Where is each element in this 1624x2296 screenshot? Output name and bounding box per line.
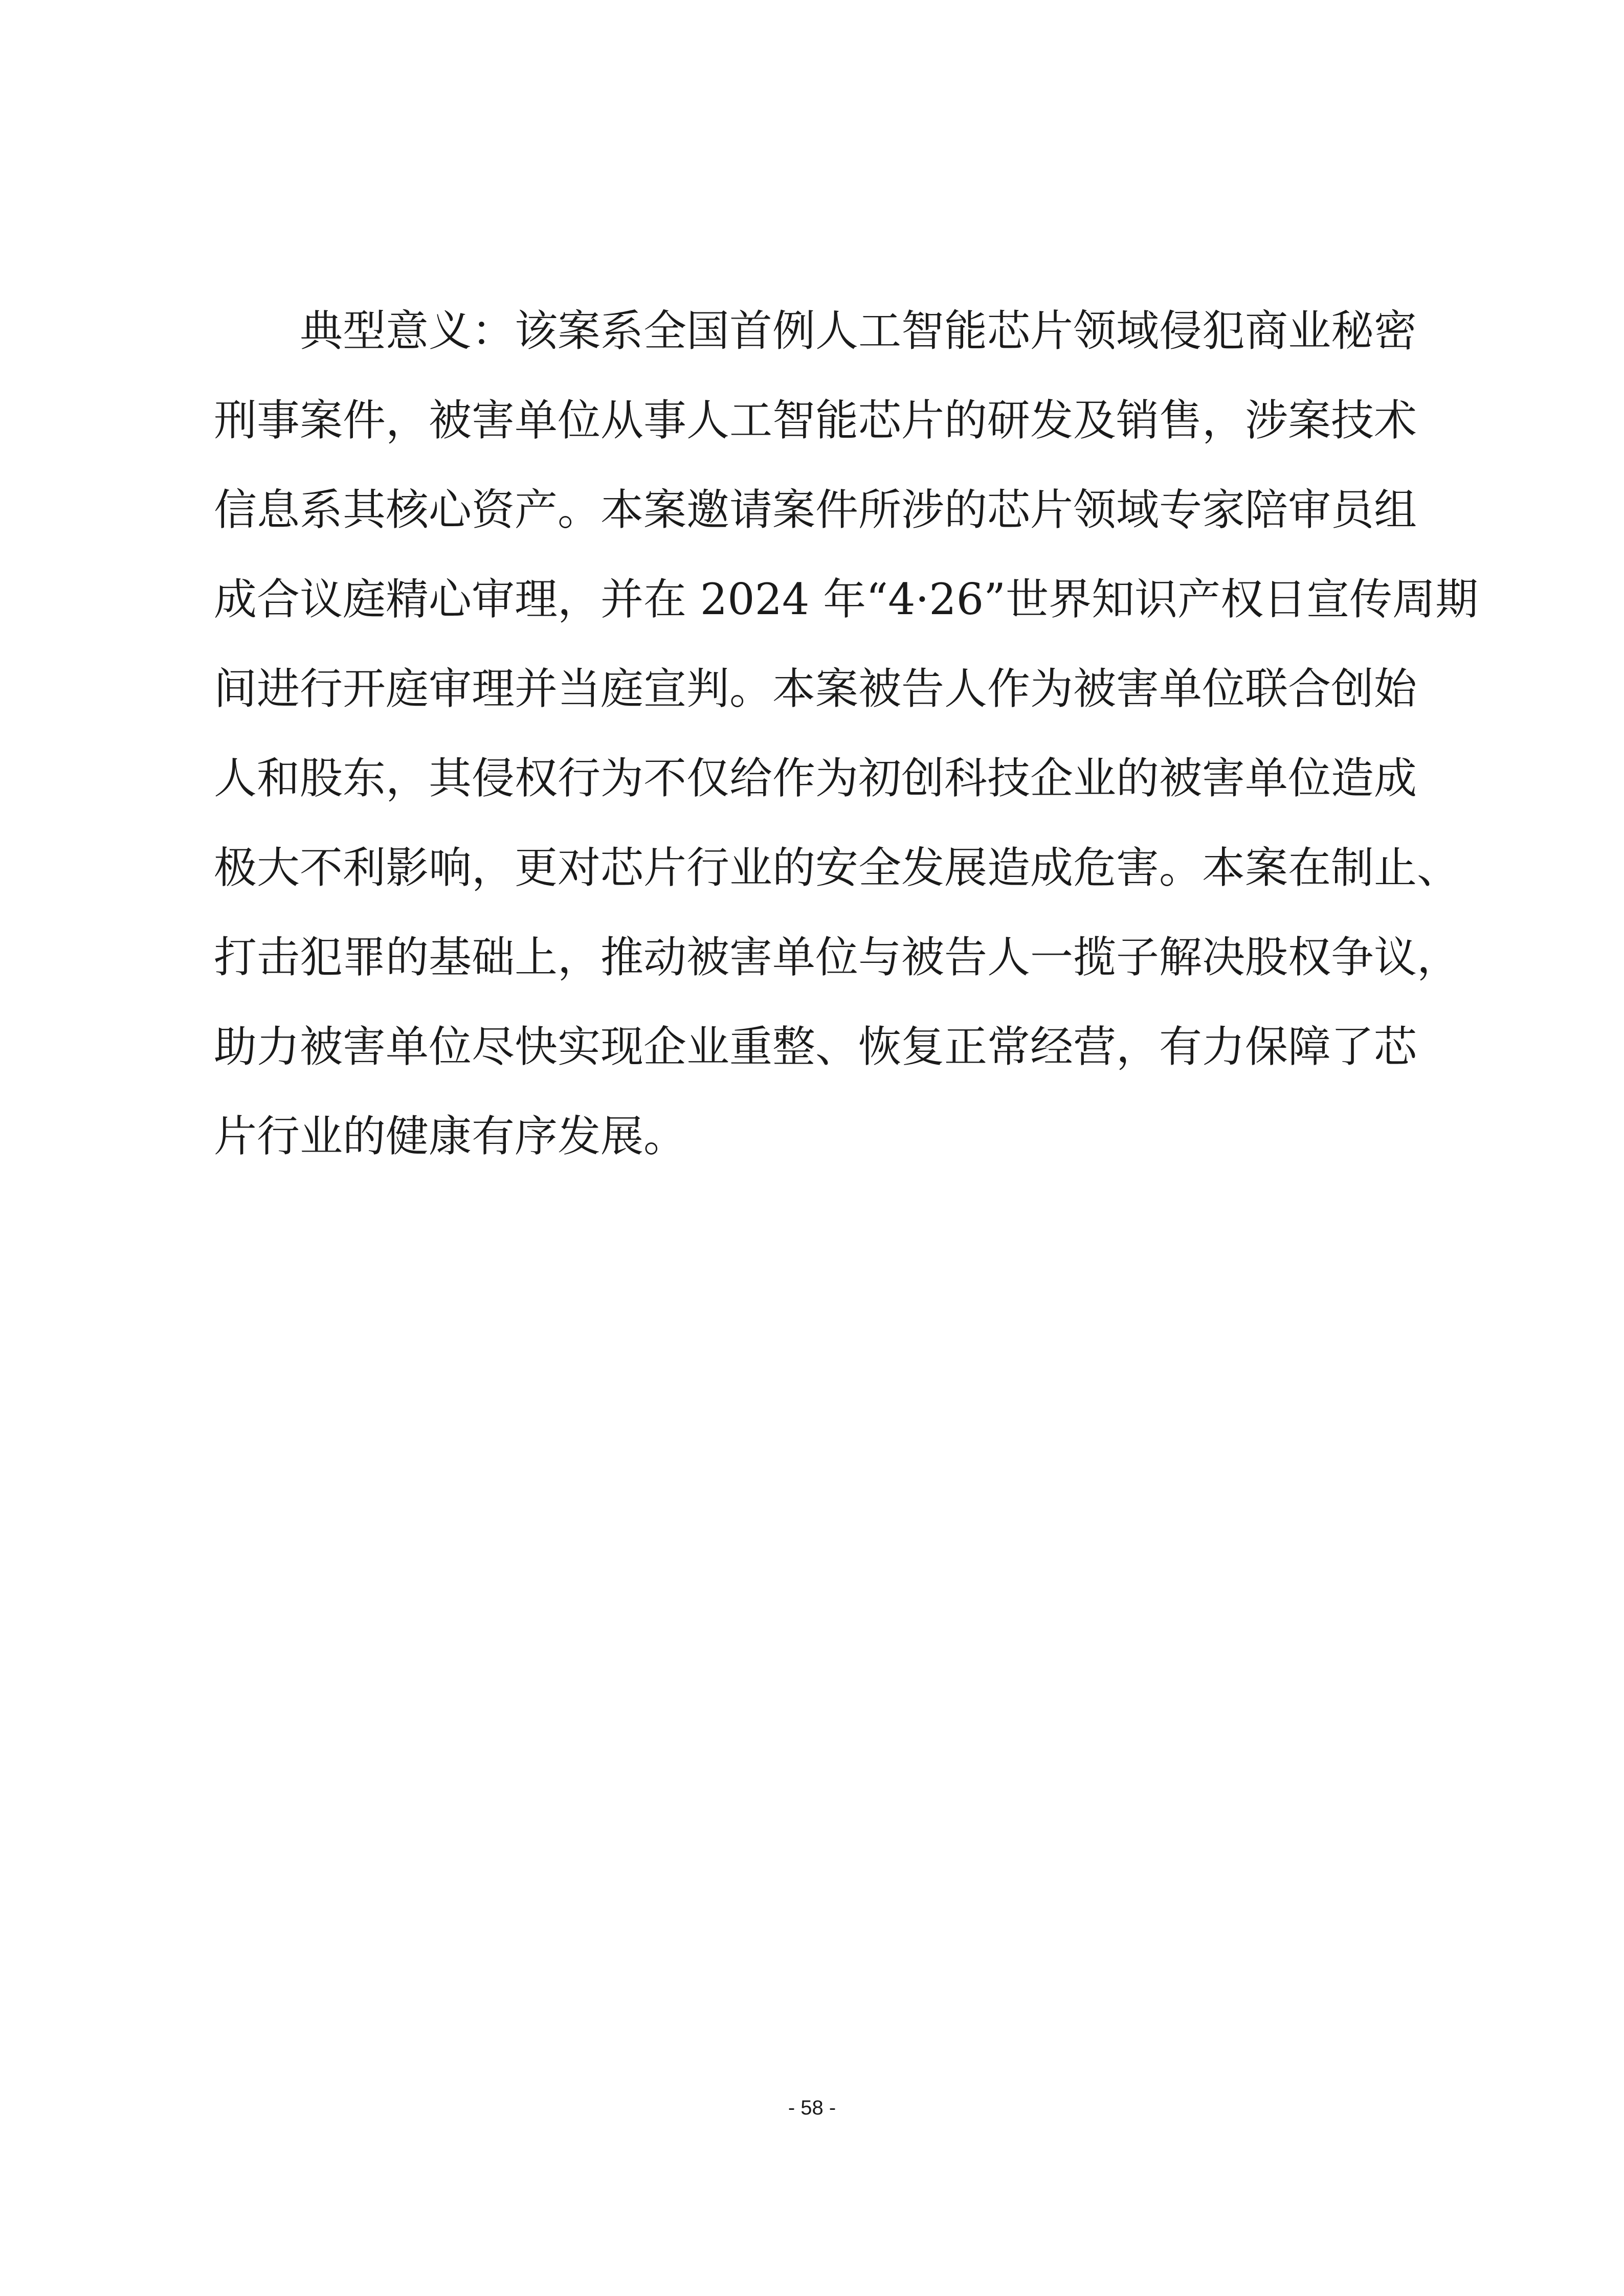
paragraph-line: 信息系其核心资产。本案邀请案件所涉的芯片领域专家陪审员组 — [214, 485, 1417, 535]
paragraph-line: 片行业的健康有序发展。 — [214, 1111, 687, 1161]
paragraph-line: 间进行开庭审理并当庭宣判。本案被告人作为被害单位联合创始 — [214, 664, 1417, 714]
paragraph-line: 助力被害单位尽快实现企业重整、恢复正常经营，有力保障了芯 — [214, 1022, 1417, 1072]
paragraph-line: 极大不利影响，更对芯片行业的安全发展造成危害。本案在制止、 — [214, 843, 1460, 893]
paragraph-line: 打击犯罪的基础上，推动被害单位与被告人一揽子解决股权争议， — [214, 932, 1460, 982]
paragraph-line: 成合议庭精心审理，并在 2024 年“4·26”世界知识产权日宣传周期 — [214, 574, 1479, 624]
page-number: - 58 - — [788, 2097, 836, 2119]
significance-paragraph — [214, 286, 1479, 1181]
paragraph-line: 典型意义：该案系全国首例人工智能芯片领域侵犯商业秘密 — [300, 306, 1417, 356]
paragraph-line: 人和股东，其侵权行为不仅给作为初创科技企业的被害单位造成 — [214, 753, 1417, 803]
paragraph-line: 刑事案件，被害单位从事人工智能芯片的研发及销售，涉案技术 — [214, 395, 1417, 445]
